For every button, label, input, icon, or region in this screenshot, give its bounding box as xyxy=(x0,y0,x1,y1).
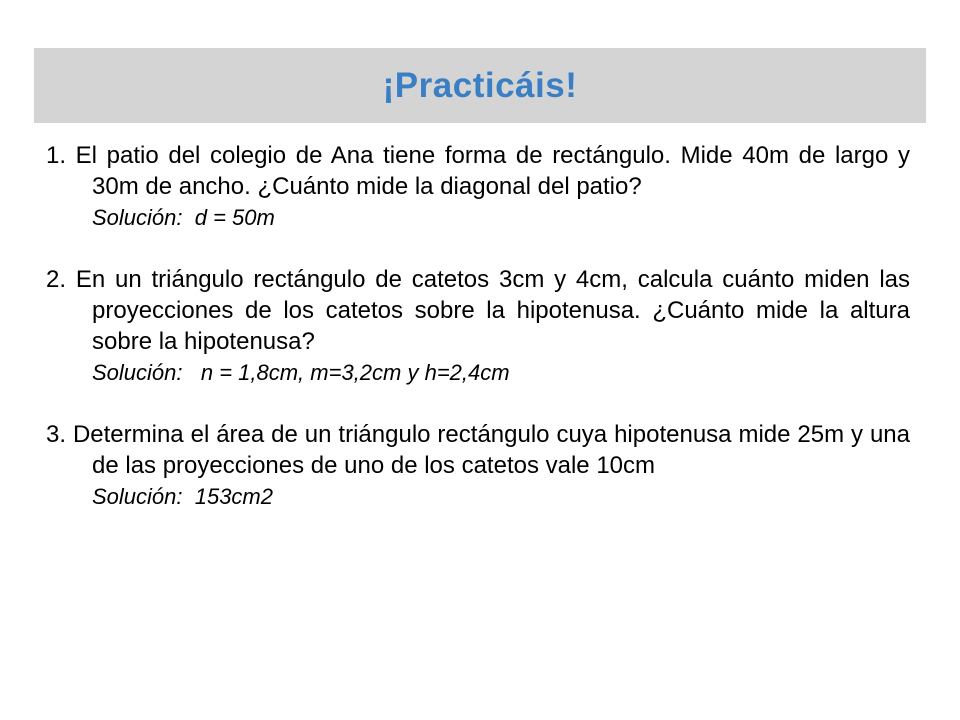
problem-item-2 xyxy=(46,264,910,388)
problem-item-1 xyxy=(46,140,910,233)
problem-solution: Solución: d = 50m xyxy=(92,205,275,230)
problem-item-3 xyxy=(46,419,910,512)
problem-statement: 3. Determina el área de un triángulo rectángulo cuya hipotenusa mide 25m y una de las proyecciones de uno de los catetos vale 10cm xyxy=(46,421,910,479)
problem-list xyxy=(46,140,910,512)
problem-solution: Solución: 153cm2 xyxy=(92,484,273,509)
problem-statement: 1. El patio del colegio de Ana tiene forma de rectángulo. Mide 40m de largo y 30m de ancho. ¿Cuánto mide la diagonal del patio? xyxy=(46,142,910,200)
slide-title: ¡Practicáis! xyxy=(382,65,578,105)
title-bar xyxy=(34,48,926,123)
problem-statement: 2. En un triángulo rectángulo de catetos 3cm y 4cm, calcula cuánto miden las proyecciones de los catetos sobre la hipotenusa. ¿Cuánto mide la altura sobre la hipotenusa? xyxy=(46,266,910,355)
problem-solution: Solución: n = 1,8cm, m=3,2cm y h=2,4cm xyxy=(92,360,510,385)
